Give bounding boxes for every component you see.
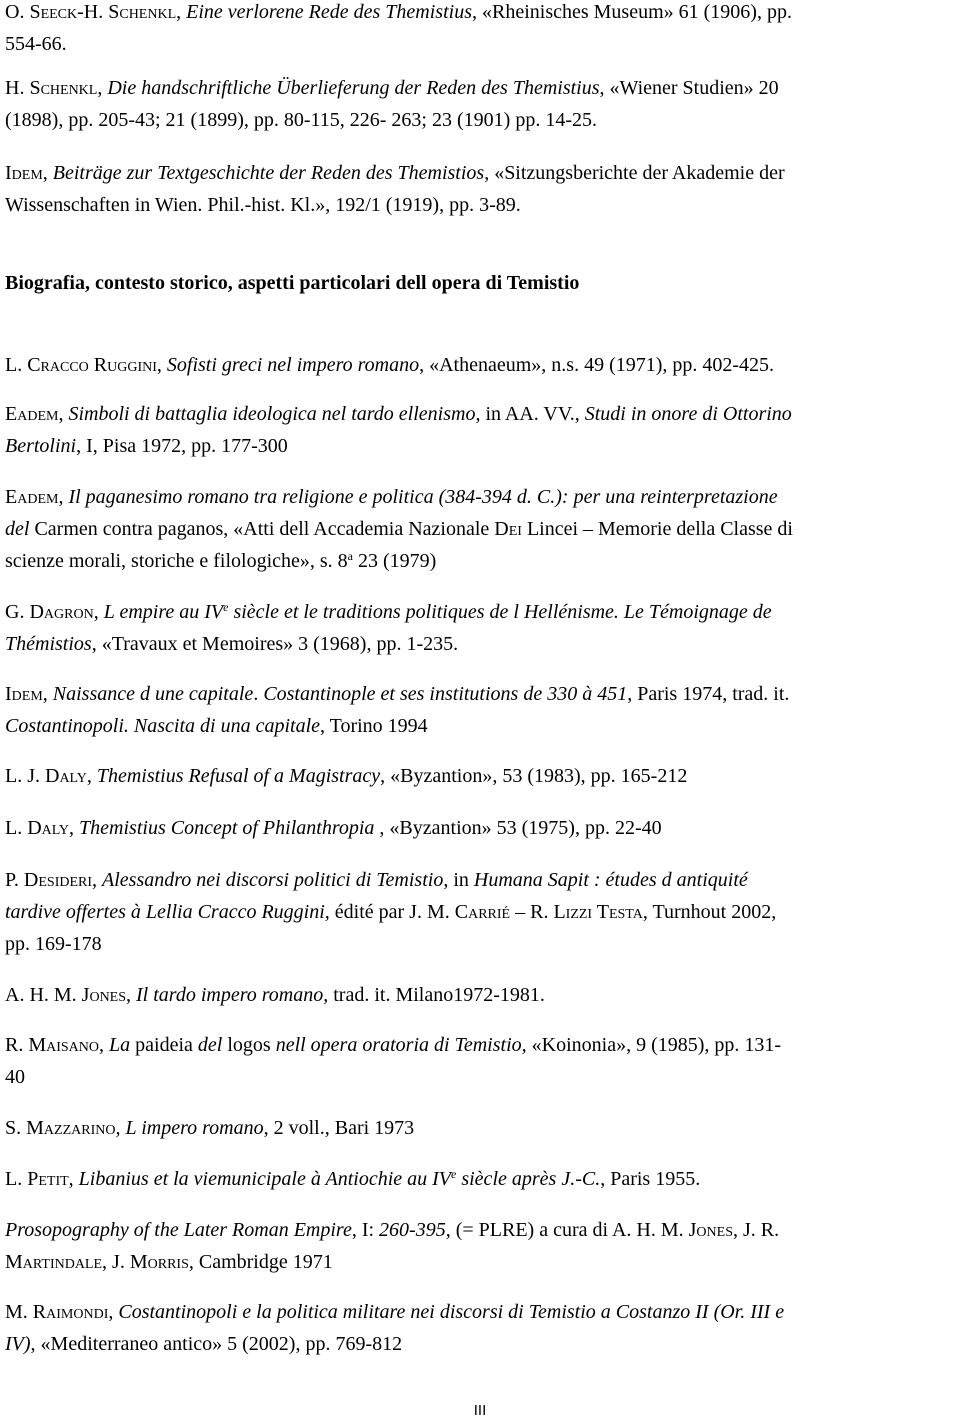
entry-line: 40 [5,1066,25,1088]
entry-line: Thémistios, «Travaux et Memoires» 3 (1968), pp. 1-235. [5,633,459,655]
entry-line: Eadem, Simboli di battaglia ideologica nel tardo ellenismo, in AA. VV., Studi in onore di Ottorino [5,403,792,425]
bib-entry-mazzarino-1973 [5,1112,414,1144]
entry-line: pp. 169-178 [5,933,102,955]
bib-entry-daly-1983 [5,760,687,792]
page-number: III [473,1402,487,1419]
entry-line: L. Daly, Themistius Concept of Philanthropia , «Byzantion» 53 (1975), pp. 22-40 [5,817,662,839]
bib-entry-maisano-1985 [5,1029,781,1093]
bib-entry-plre-1971 [5,1214,779,1278]
entry-line: S. Mazzarino, L impero romano, 2 voll., Bari 1973 [5,1117,415,1139]
entry-line: A. H. M. Jones, Il tardo impero romano, trad. it. Milano1972-1981. [5,984,545,1006]
entry-line: Bertolini, I, Pisa 1972, pp. 177-300 [5,435,288,457]
entry-line: O. Seeck-H. Schenkl, Eine verlorene Rede des Themistius, «Rheinisches Museum» 61 (1906), pp. [5,1,792,23]
entry-line: Costantinopoli. Nascita di una capitale, Torino 1994 [5,715,428,737]
bib-entry-dagron-1968 [5,596,772,660]
bib-entry-raimondi-2002 [5,1296,784,1360]
entry-line: P. Desideri, Alessandro nei discorsi politici di Temistio, in Humana Sapit : études d antiquité [5,869,748,891]
entry-line: Prosopography of the Later Roman Empire, I: 260-395, (= PLRE) a cura di A. H. M. Jones, J. R. [5,1219,780,1241]
bib-entry-schenkl-1919 [5,157,785,221]
entry-line: L. J. Daly, Themistius Refusal of a Magistracy, «Byzantion», 53 (1983), pp. 165-212 [5,765,688,787]
entry-line: L. Petit, Libanius et la viemunicipale à Antiochie au IVe siècle après J.-C., Paris 1955. [5,1167,701,1190]
bib-entry-cracco-ruggini-1971 [5,349,774,381]
bib-entry-eadem-1979 [5,481,793,577]
entry-line: R. Maisano, La paideia del logos nell opera oratoria di Temistio, «Koinonia», 9 (1985), pp. 131- [5,1034,782,1056]
entry-line: Idem, Naissance d une capitale. Costantinople et ses institutions de 330 à 451, Paris 1974, trad. it. [5,683,790,705]
entry-line: Wissenschaften in Wien. Phil.-hist. Kl.», 192/1 (1919), pp. 3-89. [5,194,521,216]
entry-line: Martindale, J. Morris, Cambridge 1971 [5,1251,333,1273]
entry-line: 554-66. [5,33,67,55]
bib-entry-schenkl-1898 [5,72,779,136]
entry-line: IV), «Mediterraneo antico» 5 (2002), pp. 769-812 [5,1333,403,1355]
bib-entry-daly-1975 [5,812,662,844]
entry-line: (1898), pp. 205-43; 21 (1899), pp. 80-115, 226- 263; 23 (1901) pp. 14-25. [5,109,597,131]
entry-line: H. Schenkl, Die handschriftliche Überlieferung der Reden des Themistius, «Wiener Studien» 20 [5,77,779,99]
bib-entry-seeck-schenkl [5,0,792,60]
section-heading: Biografia, contesto storico, aspetti particolari dell opera di Temistio [5,272,580,294]
bib-entry-petit-1955 [5,1163,700,1195]
bib-entry-dagron-1974 [5,678,789,742]
entry-line: M. Raimondi, Costantinopoli e la politica militare nei discorsi di Temistio a Costanzo II (Or. III e [5,1301,785,1323]
entry-line: del Carmen contra paganos, «Atti dell Accademia Nazionale Dei Lincei – Memorie della Classe di [5,518,793,540]
bib-entry-jones [5,979,545,1011]
bib-entry-eadem-1972 [5,398,792,462]
entry-line: Idem, Beiträge zur Textgeschichte der Reden des Themistios, «Sitzungsberichte der Akademie der [5,162,785,184]
bib-entry-desideri-2002 [5,864,776,960]
entry-line: scienze morali, storiche e filologiche», s. 8$^a$ 23 (1979) [5,549,437,572]
entry-line: Eadem, Il paganesimo romano tra religione e politica (384-394 d. C.): per una reinterpretazione [5,486,778,508]
entry-line: G. Dagron, L empire au IVe siècle et le traditions politiques de l Hellénisme. Le Témoignage de [5,600,772,623]
entry-line: L. Cracco Ruggini, Sofisti greci nel impero romano, «Athenaeum», n.s. 49 (1971), pp. 402-425. [5,354,775,376]
entry-line: tardive offertes à Lellia Cracco Ruggini, édité par J. M. Carrié – R. Lizzi Testa, Turnhout 2002, [5,901,777,923]
